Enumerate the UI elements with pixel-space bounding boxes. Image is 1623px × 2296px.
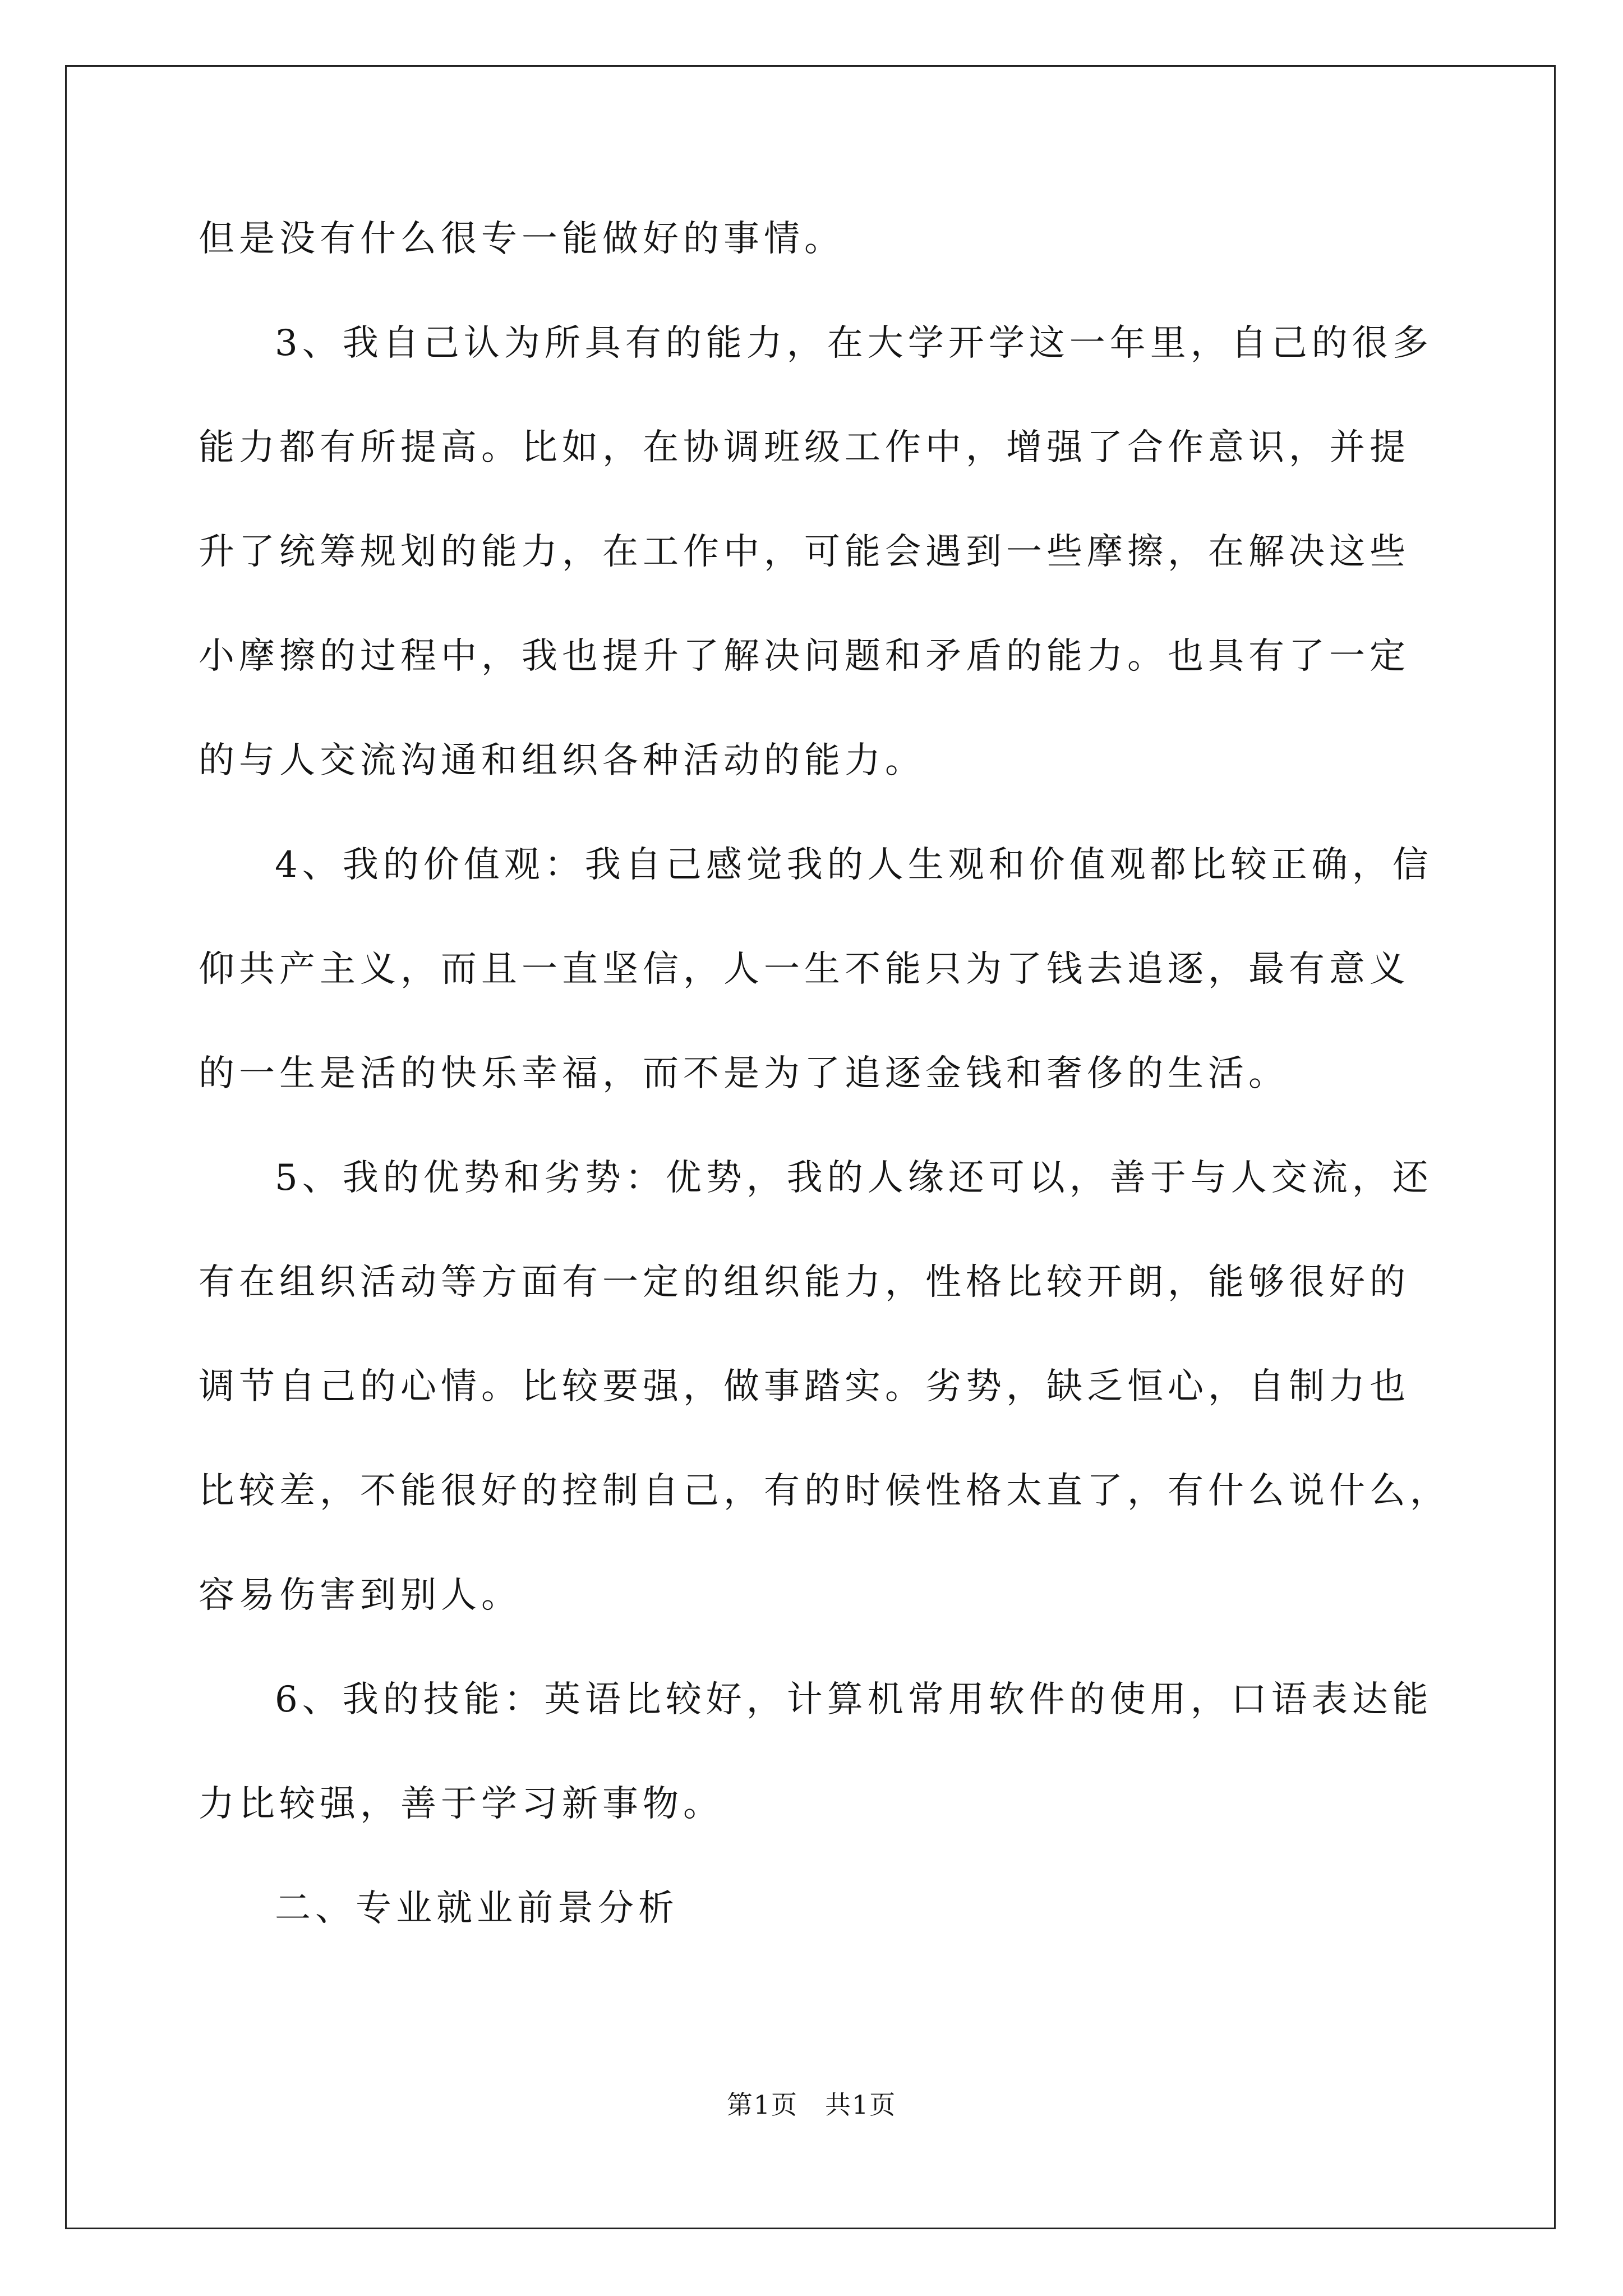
text-line: 升了统筹规划的能力，在工作中，可能会遇到一些摩擦，在解决这些 xyxy=(199,531,1410,573)
text-line: 容易伤害到别人。 xyxy=(199,1575,522,1616)
text-line: 小摩擦的过程中，我也提升了解决问题和矛盾的能力。也具有了一定 xyxy=(199,636,1410,677)
paragraph-6-start: 6、我的技能：英语比较好，计算机常用软件的使用，口语表达能 xyxy=(275,1679,1433,1720)
text-line: 仰共产主义，而且一直坚信，人一生不能只为了钱去追逐，最有意义 xyxy=(199,949,1410,990)
paragraph-4-start: 4、我的价值观：我自己感觉我的人生观和价值观都比较正确，信 xyxy=(275,844,1433,886)
text-line: 的一生是活的快乐幸福，而不是为了追逐金钱和奢侈的生活。 xyxy=(199,1053,1289,1094)
text-line: 有在组织活动等方面有一定的组织能力，性格比较开朗，能够很好的 xyxy=(199,1262,1410,1303)
text-line: 调节自己的心情。比较要强，做事踏实。劣势，缺乏恒心，自制力也 xyxy=(199,1366,1410,1407)
text-line: 比较差，不能很好的控制自己，有的时候性格太直了，有什么说什么， xyxy=(199,1470,1450,1512)
paragraph-5-start: 5、我的优势和劣势：优势，我的人缘还可以，善于与人交流，还 xyxy=(275,1157,1433,1199)
section-heading: 二、专业就业前景分析 xyxy=(275,1888,679,1929)
text-line: 力比较强，善于学习新事物。 xyxy=(199,1783,723,1825)
text-line: 的与人交流沟通和组织各种活动的能力。 xyxy=(199,740,925,781)
text-line: 能力都有所提高。比如，在协调班级工作中，增强了合作意识，并提 xyxy=(199,427,1410,468)
page-footer: 第1页 共1页 xyxy=(726,2090,897,2120)
text-line: 但是没有什么很专一能做好的事情。 xyxy=(199,218,845,260)
paragraph-3-start: 3、我自己认为所具有的能力，在大学开学这一年里，自己的很多 xyxy=(275,323,1433,364)
